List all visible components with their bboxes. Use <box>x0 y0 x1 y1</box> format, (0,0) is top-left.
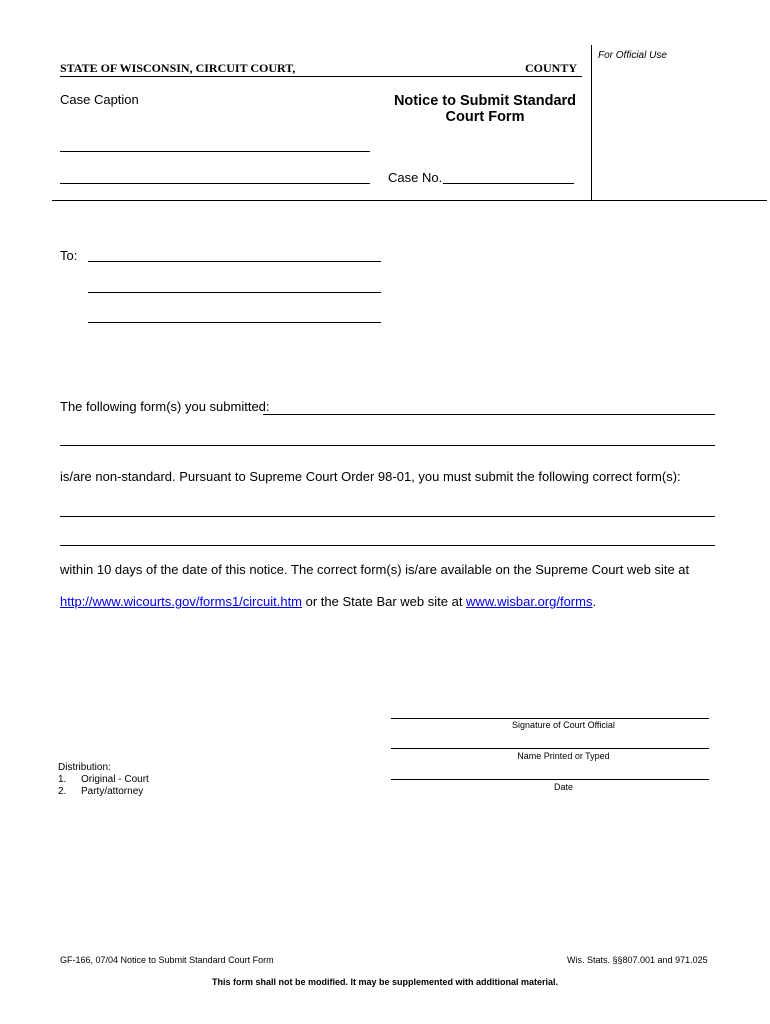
to-line-2[interactable] <box>88 292 381 293</box>
court-header-left: STATE OF WISCONSIN, CIRCUIT COURT, <box>60 61 296 75</box>
signature-line[interactable] <box>391 718 709 719</box>
links-middle-text: or the State Bar web site at <box>302 594 467 609</box>
case-caption-label: Case Caption <box>60 92 139 107</box>
caption-line-1[interactable] <box>60 151 370 152</box>
county-label: COUNTY <box>525 61 578 75</box>
modification-notice: This form shall not be modified. It may be supplemented with additional material. <box>211 977 559 987</box>
header-rule <box>60 76 582 77</box>
form-title-line2: Court Form <box>445 109 525 125</box>
submitted-field-2[interactable] <box>60 445 715 446</box>
to-line-1[interactable] <box>88 261 381 262</box>
correct-form-field-1[interactable] <box>60 516 715 517</box>
distribution <box>58 762 149 798</box>
wisbar-link[interactable]: www.wisbar.org/forms <box>466 594 593 609</box>
date-line[interactable] <box>391 779 709 780</box>
distribution-item: 2. Party/attorney <box>58 786 144 797</box>
caption-line-2[interactable] <box>60 183 370 184</box>
case-no-field[interactable] <box>443 183 574 184</box>
form-title <box>370 93 600 125</box>
links-end-period: . <box>592 594 597 609</box>
caption-bottom-rule <box>52 200 767 201</box>
to-line-3[interactable] <box>88 322 381 323</box>
wicourts-link[interactable]: http://www.wicourts.gov/forms1/circuit.htm <box>60 594 303 609</box>
nonstandard-text: is/are non-standard. Pursuant to Supreme Court Order 98-01, you must submit the following correct form(s): <box>60 469 681 484</box>
name-line[interactable] <box>391 748 709 749</box>
to-label: To: <box>60 248 78 263</box>
distribution-item: 1. Original - Court <box>58 774 149 785</box>
statutes: Wis. Stats. §§807.001 and 971.025 <box>567 955 708 965</box>
within-text: within 10 days of the date of this notice. The correct form(s) is/are available on the Supreme Court web site at <box>60 562 690 577</box>
submitted-label: The following form(s) you submitted: <box>60 399 270 414</box>
name-label: Name Printed or Typed <box>517 751 610 761</box>
case-no-label: Case No. <box>388 170 443 185</box>
links-line <box>60 594 596 609</box>
submitted-field-1[interactable] <box>263 414 715 415</box>
signature-label: Signature of Court Official <box>512 720 615 730</box>
form-title-line1: Notice to Submit Standard <box>393 93 577 109</box>
correct-form-field-2[interactable] <box>60 545 715 546</box>
date-label: Date <box>553 782 573 792</box>
distribution-title: Distribution: <box>58 762 111 773</box>
official-use-label: For Official Use <box>598 50 667 61</box>
form-id: GF-166, 07/04 Notice to Submit Standard Court Form <box>60 955 274 965</box>
